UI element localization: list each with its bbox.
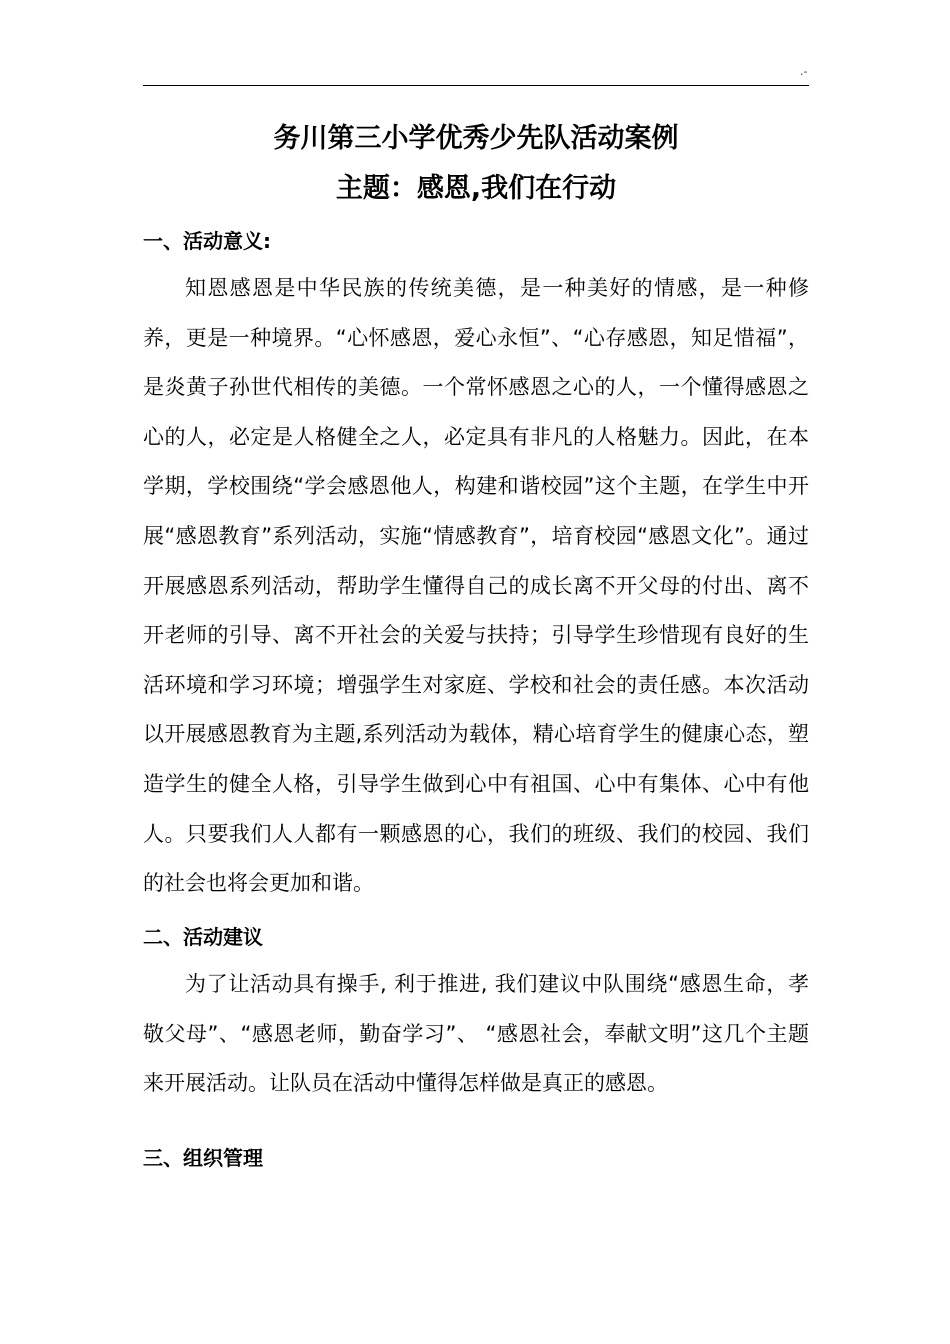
document-title: 务川第三小学优秀少先队活动案例 — [273, 123, 679, 154]
header-mark: .- — [800, 65, 808, 78]
section-heading-management: 三、组织管理 — [143, 1146, 263, 1170]
section-heading-suggestions: 二、活动建议 — [143, 925, 263, 949]
section-paragraph-significance: 知恩感恩是中华民族的传统美德，是一种美好的情感，是一种修养，更是一种境界。“心怀感恩，爱心永恒”、“心存感恩，知足惜福”，是炎黄子孙世代相传的美德。一个常怀感恩之心的人，一个懂得感恩之心的人，必定是人格健全之人，必定具有非凡的人格魅力。因此，在本学期，学校围绕“学会感恩他人，构建和谐校园”这个主题，在学生中开展“感恩教育”系列活动，实施“情感教育”，培育校园“感恩文化”。通过开展感恩系列活动，帮助学生懂得自己的成长离不开父母的付出、离不开老师的引导、离不开社会的关爱与扶持；引导学生珍惜现有良好的生活环境和学习环境；增强学生对家庭、学校和社会的责任感。本次活动以开展感恩教育为主题,系列活动为载体，精心培育学生的健康心态，塑造学生的健全人格，引导学生做到心中有祖国、心中有集体、心中有他人。只要我们人人都有一颗感恩的心，我们的班级、我们的校园、我们的社会也将会更加和谐。 — [143, 276, 809, 896]
document-subtitle: 主题：感恩,我们在行动 — [335, 173, 617, 204]
header-rule — [143, 85, 809, 86]
section-heading-significance: 一、活动意义: — [143, 229, 271, 253]
section-paragraph-suggestions: 为了让活动具有操手, 利于推进, 我们建议中队围绕“感恩生命，孝敬父母”、“感恩老师，勤奋学习”、 “感恩社会，奉献文明”这几个主题来开展活动。让队员在活动中懂得怎样做是真正的感恩。 — [143, 972, 809, 1096]
